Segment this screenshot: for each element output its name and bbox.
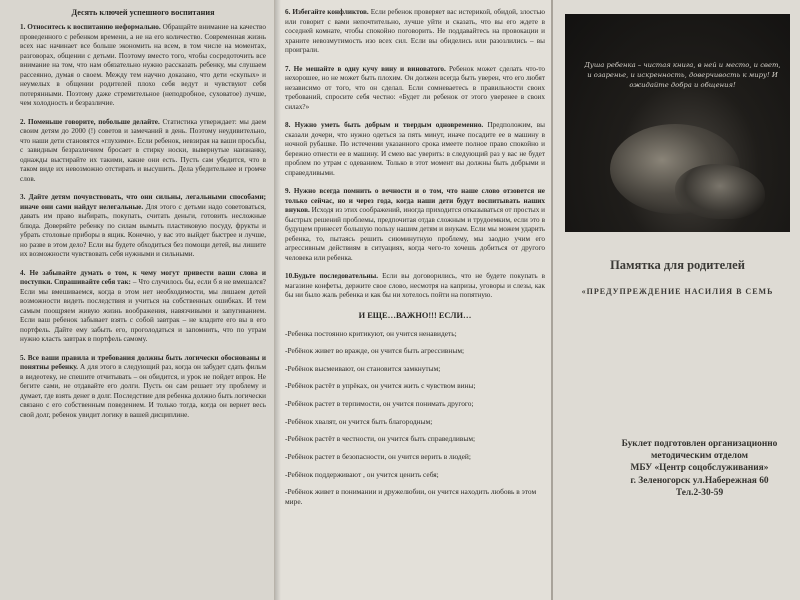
- left-item-text: Обращайте внимание на качество проведенного с ребенком времени, а не на его количество. Современная жизнь всех нас начинает все больше экономить на всем, в том числе на моментах, разговорах, общении с детьми. Поэтому вместо того, чтобы сосредоточить все внимание на том, что нам обязательно нужно рассказать ребенку, мы слушаем рассеянно, думая о своем. Между тем научно доказано, что дети «скупых» и неумелых в общении родителей плохо себя ведут и чувствуют себя потерянными. Поэтому даже стремительное (неподробное, суховатое) лучше, чем холодность и безразличие.: [20, 23, 266, 107]
- left-item-title: 1. Относитесь к воспитанию неформально.: [20, 23, 161, 31]
- important-subheading: И ЕЩЕ…ВАЖНО!!! ЕСЛИ…: [358, 310, 472, 320]
- left-item-title: 4. Не забывайте думать о том, к чему могут привести ваши слова и поступки. Спрашивайте себя так:: [20, 268, 266, 286]
- left-item-text: Статистика утверждает: мы даем своим детям до 2000 (!) советов и замечаний в день. Поэтому неудивительно, что наши дети становятся «глухими». Если ребенок, невзирая на ваши просьбы, с завидным безразличием бросает в стирку носки, вывернутые наизнанку, однажды выстирайте их такими, какие они есть. Пусть сам убедится, что в таком виде их невозможно отстирать и высушить. Дела убедительнее и громче слов.: [20, 117, 266, 183]
- list-item: -Ребёнок хвалят, он учится быть благородным;: [285, 416, 433, 426]
- publisher-credit: [603, 438, 796, 499]
- middle-item-title: 6. Избегайте конфликтов.: [285, 8, 369, 16]
- middle-item-title: 7. Не мешайте в одну кучу вину и виноватого.: [285, 64, 446, 73]
- list-item: -Ребёнок растёт в упрёках, он учится жить с чувством вины;: [285, 381, 476, 391]
- credit-line-2: методическим отделом: [651, 451, 748, 462]
- middle-item-text: Исходя из этих соображений, иногда приходится отказываться от простых и быстрых решений проблемы, предпочитая отдав сложным и трудоемким, если это в будущем принесет большую пользу нашим детям и внукам. Если мы можем ударить ребенка, то, пытаясь решить сиюминутную проблему, мы заодно учим его агрессивным действиям в ситуациях, когда чего-то хочешь добиться от другого человека или ребенка.: [285, 206, 545, 262]
- left-item-5: [20, 354, 266, 421]
- left-item-text: А для этого в следующий раз, когда он забудет сдать фильм в видеотеку, не спешите отчитывать – он обидится, и урок не пойдет впрок. Не бегите сами, не отдавайте его долги. Пусть он сам решает эту проблему и думает, где взять денег в долг. Последствие для ребенка должно быть логически связано с его собственным поведением. И только тогда, когда он вернет весь свой долг, ребенок увидит логику в вашей дисциплине.: [20, 363, 267, 419]
- credit-line-1: Буклет подготовлен организационно: [621, 439, 778, 449]
- middle-item-text: Ребенок может сделать что-то нехорошее, но не может быть плохим. Он должен всегда быть уверен, что его любят независимо от того, что он сделал. Если сомневаетесь в правильности своих требований, спросите себя честно: «Будет ли ребенок от этого уверенее в своих силах?»: [285, 64, 545, 111]
- left-item-title: 5. Все ваши правила и требования должны быть логически обоснованы и понятны ребенку.: [20, 353, 266, 371]
- list-item: -Ребёнок живет в понимании и дружелюбии, он учится находить любовь в этом мире.: [285, 487, 537, 506]
- middle-item-9: [285, 187, 545, 263]
- left-item-text: – Что случилось бы, если б я не вмешался? Если мы вмешиваемся, когда в этом нет необходимости, мы лишаем детей возможности видеть последствия и учиться на собственных ошибках. И тем самым поощряем живую жизнь воображения, навязчивыми и запугиванием. Если ваш ребенок забывает взять с собой завтрак – не кладите его вы в его портфель. Дайте ему забыть его, проголодаться и запомнить, что по утрам нужно класть завтрак в портфель самому.: [20, 278, 266, 343]
- middle-item-text: Если вы договорились, что не будете покупать в магазине конфеты, держите свое слово, несмотря на капризы, уговоры и слезы, как бы ни было жаль ребенка и как бы ни хотелось пойти на попятную.: [285, 272, 546, 299]
- list-item: -Ребёнок живет во вражде, он учится быть агрессивным;: [285, 346, 465, 356]
- list-item: -Ребенка постоянно критикуют, он учится ненавидеть;: [285, 328, 457, 338]
- middle-item-text: Предположим, вы сказали дочери, что нужно одеться за пять минут, иначе посадите ее в машину в ночной рубашке. По истечении указанного срока имеете полное право спокойно и бережно отнести ее в машину. И смею вас уверить: в следующий раз у вас не будет проблем по утрам с одеванием. Только в этот момент вы должны быть добрыми и справедливыми.: [285, 121, 546, 177]
- middle-item-title: 10.Будьте последовательны.: [285, 272, 379, 280]
- left-panel: [0, 0, 275, 600]
- middle-item-8: [285, 121, 545, 178]
- fold-shadow: [275, 0, 281, 600]
- credit-line-3: МБУ «Центр соцобслуживания»: [630, 463, 769, 474]
- cover-photo: [565, 14, 790, 232]
- left-item-3: [20, 193, 266, 260]
- middle-item-6: [285, 8, 545, 56]
- list-item: -Ребёнок растет в безопасности, он учится верить в людей;: [285, 451, 471, 461]
- credit-line-5: Тел.2-30-59: [675, 487, 724, 498]
- middle-panel: [275, 0, 553, 600]
- middle-item-text: Если ребенок проверяет вас истерикой, обидой, злостью или говорит с вами непочтительно, лучше уйти и сказать, что вы его ждете в соседней комнате, чтобы спокойно поговорить. Не поддавайтесь на провокации и храните невозмутимость изо всех сил. Если вы обиделись или разозлились – вы проиграли.: [285, 8, 546, 54]
- left-item-1: [20, 23, 266, 109]
- photo-caption: Душа ребенка – чистая книга, в ней и место, и свет, и озаренье, и искренность, доверчивость к миру! И ожидайте добра и общения!: [584, 61, 781, 90]
- hand-image: [675, 164, 765, 219]
- rules-list: [285, 329, 545, 507]
- left-heading: Десять ключей успешного воспитания: [71, 8, 215, 17]
- cover-panel: [553, 0, 800, 600]
- list-item: -Ребёнок растет в терпимости, он учится понимать другого;: [285, 399, 474, 408]
- list-item: -Ребёнок высмеивают, он становится замкнутым;: [285, 363, 441, 373]
- left-item-4: [20, 269, 266, 345]
- left-item-text: Для этого с детьми надо советоваться, давать им право выбирать, покупать, считать деньги, готовить несложные блюда. Доверяйте ребенку по силам вымыть пластиковую посуду, фрукты и убрать столовые приборы в ящик. Конечно, у вас это выйдет быстрее и лучше, но разве в этом дело? Если вы будете обходиться без помощи детей, вы лишите их возможности чувствовать себя нужными и сильными.: [20, 202, 266, 258]
- left-item-2: [20, 118, 266, 185]
- left-item-title: 3. Дайте детям почувствовать, что они сильны, легальными способами; иначе они сами найдут нелегальные.: [20, 193, 266, 211]
- list-item: -Ребёнок растёт в честности, он учится быть справедливым;: [285, 434, 476, 444]
- credit-line-4: г. Зеленогорск ул.Набережная 60: [630, 475, 769, 486]
- middle-item-10: [285, 272, 545, 301]
- list-item: -Ребёнок поддерживают , он учится ценить себя;: [285, 469, 439, 479]
- middle-item-7: [285, 65, 545, 113]
- middle-item-title: 9. Нужно всегда помнить о вечности и о том, что наше слово отзовется не только сейчас, но и через года, когда наши дети будут воспитывать наших внуков.: [285, 187, 545, 214]
- left-item-title: 2. Поменьше говорите, побольше делайте.: [20, 117, 160, 126]
- left-items: [20, 23, 266, 420]
- middle-item-title: 8. Нужно уметь быть добрым и твердым одновременно.: [285, 121, 484, 129]
- brochure-title: Памятка для родителей: [610, 258, 745, 272]
- brochure-subtitle: «ПРЕДУПРЕЖДЕНИЕ НАСИЛИЯ В СЕМЬ: [581, 287, 774, 296]
- middle-items: [285, 8, 545, 301]
